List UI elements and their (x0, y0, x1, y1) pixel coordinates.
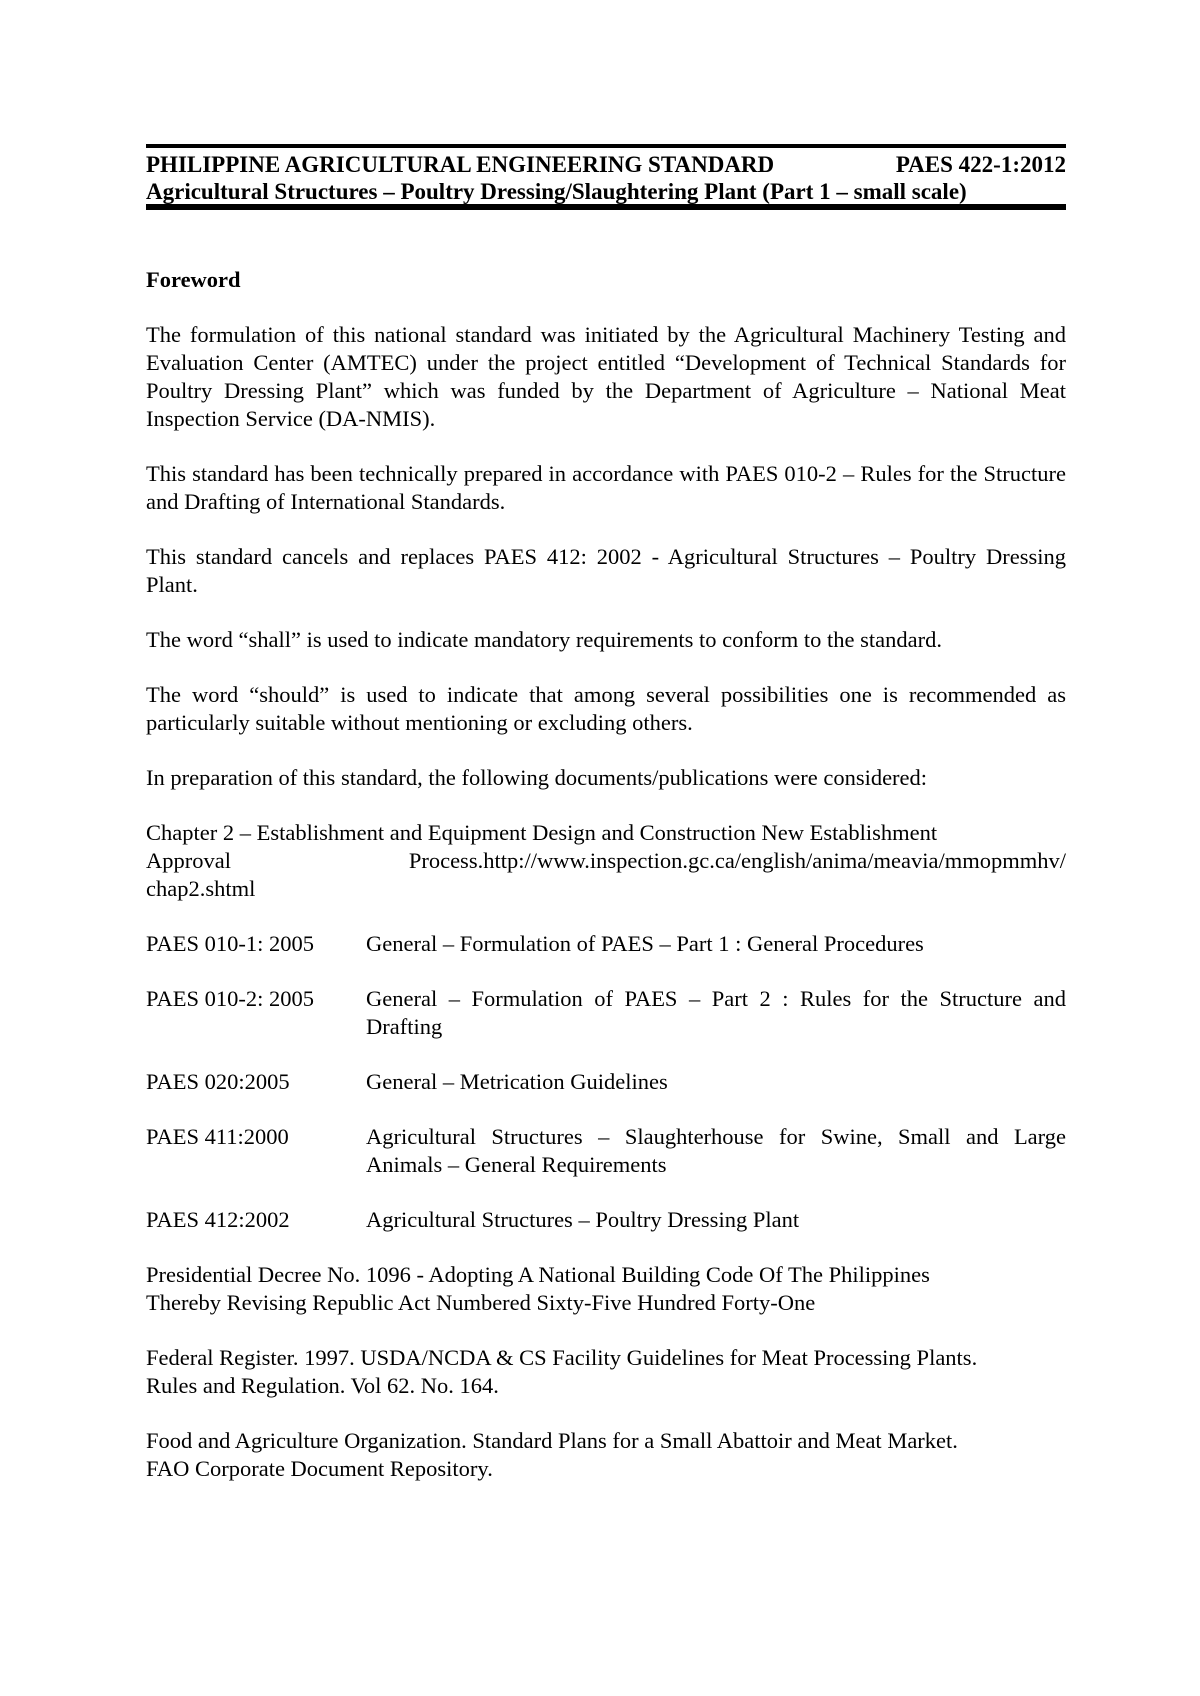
reference-item (146, 1206, 1066, 1234)
header-bottom-rule (146, 204, 1066, 210)
other-ref-line: Federal Register. 1997. USDA/NCDA & CS Facility Guidelines for Meat Processing Plants. (146, 1345, 978, 1370)
header-subtitle: Agricultural Structures – Poultry Dressing/Slaughtering Plant (Part 1 – small scale) (146, 179, 967, 204)
paragraph: The word “should” is used to indicate that among several possibilities one is recommended as particularly suitable without mentioning or excluding others. (146, 682, 1066, 735)
chapter-ref-line3: chap2.shtml (146, 876, 256, 901)
paragraph: In preparation of this standard, the following documents/publications were considered: (146, 765, 928, 790)
chapter-ref-line1: Chapter 2 – Establishment and Equipment Design and Construction New Establishment (146, 820, 938, 845)
reference-title: Agricultural Structures – Poultry Dressing Plant (366, 1207, 800, 1232)
reference-item (146, 1068, 1066, 1096)
paragraph: This standard cancels and replaces PAES 412: 2002 - Agricultural Structures – Poultry Dressing Plant. (146, 544, 1066, 597)
chapter-ref-line2 (146, 847, 1066, 875)
chapter-reference (146, 819, 1066, 903)
chapter-ref-approval: Approval (146, 848, 231, 873)
reference-item (146, 1123, 1066, 1179)
header-top-rule (146, 144, 1066, 148)
document-body (146, 266, 1066, 1510)
other-ref-line: Rules and Regulation. Vol 62. No. 164. (146, 1373, 499, 1398)
standard-code: PAES 422-1:2012 (895, 152, 1066, 177)
other-ref-line: FAO Corporate Document Repository. (146, 1456, 493, 1481)
reference-item (146, 985, 1066, 1041)
header-line (146, 150, 1066, 180)
other-ref-line: Food and Agriculture Organization. Standard Plans for a Small Abattoir and Meat Market. (146, 1428, 958, 1453)
reference-code: PAES 020:2005 (146, 1069, 290, 1094)
reference-title: General – Formulation of PAES – Part 1 : General Procedures (366, 931, 924, 956)
chapter-ref-url: Process.http://www.inspection.gc.ca/english/anima/meavia/mmopmmhv/ (408, 848, 1066, 873)
reference-title: General – Formulation of PAES – Part 2 : Rules for the Structure and Drafting (366, 986, 1066, 1039)
other-reference (146, 1427, 1066, 1483)
paragraph: This standard has been technically prepared in accordance with PAES 010-2 – Rules for the Structure and Drafting of International Standards. (146, 461, 1066, 514)
other-ref-line: Presidential Decree No. 1096 - Adopting A National Building Code Of The Philippines (146, 1262, 930, 1287)
standard-name: PHILIPPINE AGRICULTURAL ENGINEERING STANDARD (146, 152, 775, 177)
reference-code: PAES 010-2: 2005 (146, 986, 314, 1011)
other-ref-line: Thereby Revising Republic Act Numbered Sixty-Five Hundred Forty-One (146, 1290, 816, 1315)
other-reference (146, 1261, 1066, 1317)
reference-code: PAES 010-1: 2005 (146, 931, 314, 956)
section-title: Foreword (146, 267, 241, 292)
paragraph: The formulation of this national standard was initiated by the Agricultural Machinery Testing and Evaluation Center (AMTEC) under the project entitled “Development of Technical Standards for Poultry Dressing Plant” which was funded by the Department of Agriculture – National Meat Inspection Service (DA-NMIS). (146, 322, 1066, 431)
reference-code: PAES 412:2002 (146, 1207, 290, 1232)
other-reference (146, 1344, 1066, 1400)
reference-code: PAES 411:2000 (146, 1124, 289, 1149)
reference-item (146, 930, 1066, 958)
paragraph: The word “shall” is used to indicate mandatory requirements to conform to the standard. (146, 627, 943, 652)
reference-title: Agricultural Structures – Slaughterhouse for Swine, Small and Large Animals – General Requirements (366, 1124, 1066, 1177)
reference-title: General – Metrication Guidelines (366, 1069, 668, 1094)
